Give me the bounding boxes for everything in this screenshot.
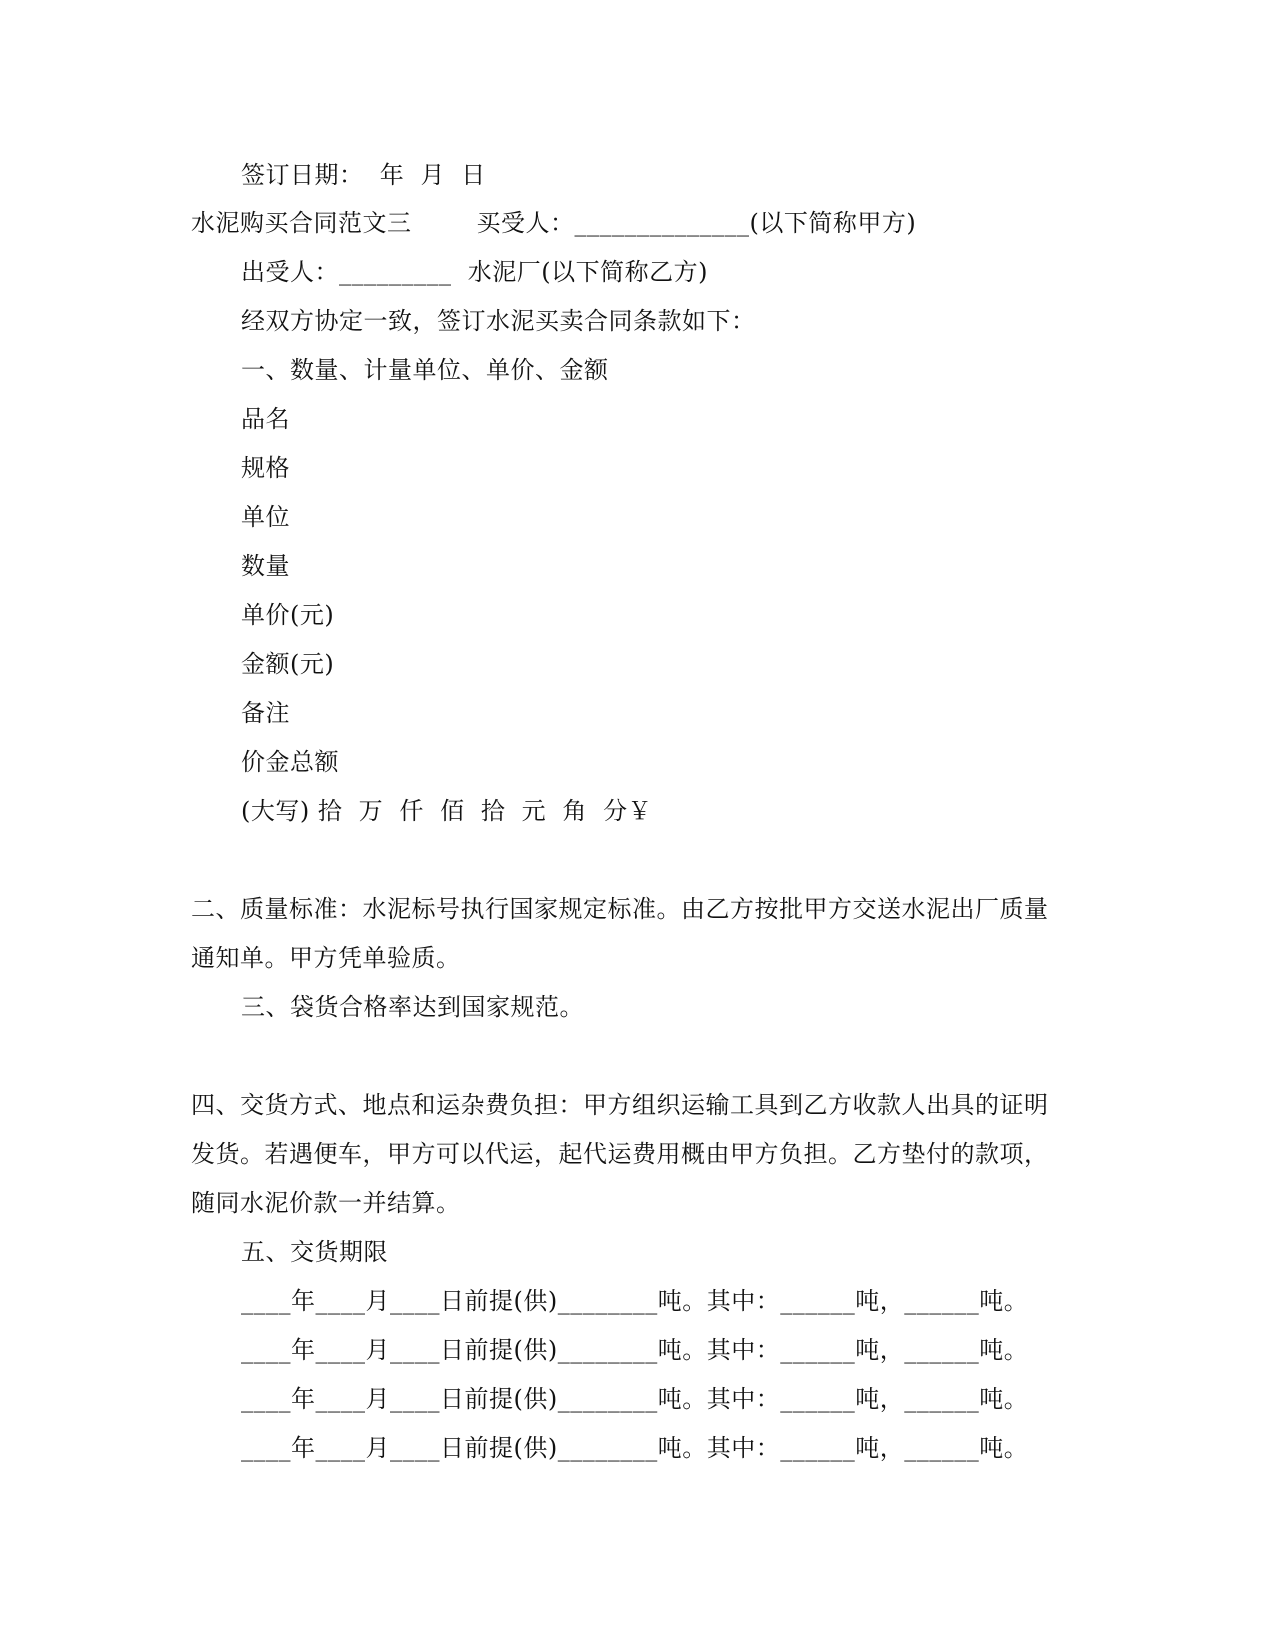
field-remarks: 备注 xyxy=(241,699,290,727)
section-2-line-1: 二、质量标准：水泥标号执行国家规定标准。由乙方按批甲方交送水泥出厂质量 xyxy=(191,895,1049,923)
section-5-heading: 五、交货期限 xyxy=(241,1238,388,1266)
section-4-line-3: 随同水泥价款一并结算。 xyxy=(191,1189,461,1217)
delivery-schedule-row: ____年____月____日前提(供)________吨。其中：______吨，______吨。 xyxy=(241,1336,1029,1364)
section-3-line: 三、袋货合格率达到国家规范。 xyxy=(241,993,584,1021)
delivery-schedule-row: ____年____月____日前提(供)________吨。其中：______吨，______吨。 xyxy=(241,1434,1029,1462)
field-unit-price: 单价(元) xyxy=(241,601,335,629)
intro-line: 经双方协定一致，签订水泥买卖合同条款如下： xyxy=(241,307,756,335)
field-quantity: 数量 xyxy=(241,552,290,580)
section-4-line-2: 发货。若遇便车，甲方可以代运，起代运费用概由甲方负担。乙方垫付的款项， xyxy=(191,1140,1049,1168)
total-in-words-line: (大写) 拾 万 仟 佰 拾 元 角 分￥ xyxy=(241,797,653,825)
section-4-line-1: 四、交货方式、地点和运杂费负担：甲方组织运输工具到乙方收款人出具的证明 xyxy=(191,1091,1049,1119)
section-1-heading: 一、数量、计量单位、单价、金额 xyxy=(241,356,609,384)
field-amount: 金额(元) xyxy=(241,650,335,678)
field-spec: 规格 xyxy=(241,454,290,482)
title-and-buyer-line: 水泥购买合同范文三 买受人：______________(以下简称甲方) xyxy=(191,209,917,237)
section-2-line-2: 通知单。甲方凭单验质。 xyxy=(191,944,461,972)
seller-line: 出受人：_________ 水泥厂(以下简称乙方) xyxy=(241,258,708,286)
signing-date-line: 签订日期： 年 月 日 xyxy=(241,161,486,189)
field-unit: 单位 xyxy=(241,503,290,531)
delivery-schedule-row: ____年____月____日前提(供)________吨。其中：______吨，______吨。 xyxy=(241,1287,1029,1315)
field-product-name: 品名 xyxy=(241,405,290,433)
delivery-schedule-row: ____年____月____日前提(供)________吨。其中：______吨，______吨。 xyxy=(241,1385,1029,1413)
field-total-price: 价金总额 xyxy=(241,748,339,776)
